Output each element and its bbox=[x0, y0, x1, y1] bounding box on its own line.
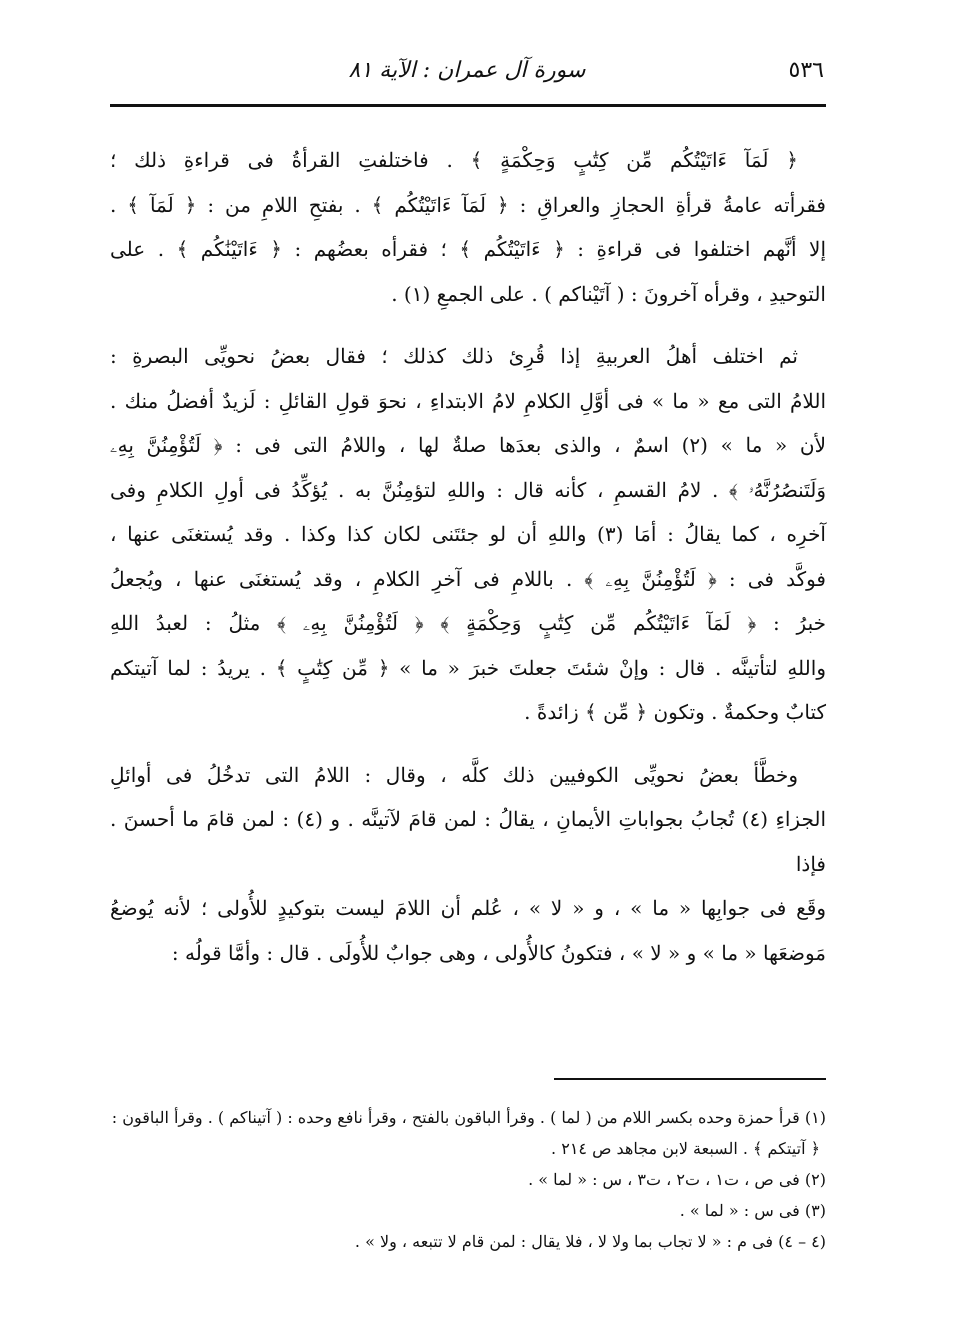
text-line: ﴿ لَمَآ ءَاتَيْتُكُم مِّن كِتَٰبٍ وَحِكْمَةٍ ﴾ . فاختلفتِ القرأةُ فى قراءةِ ذلك ؛ bbox=[110, 148, 798, 172]
text-line: آخرِه ، كما يقالُ : أمَا (٣) واللهِ أن لو جئتَنى لكان كذا وكذا . وقد يُستغنَى عنها ، bbox=[110, 522, 826, 546]
footnote: (٢) فى ص ، ت١ ، ت٢ ، ت٣ ، س : « لما » . bbox=[528, 1170, 826, 1189]
text-line: الجزاءِ (٤) تُجابُ بجواباتِ الأيمانِ ، يقالُ : لمن قامَ لآتينَّه . و (٤) : لمن قامَ ما أحسنَ . فإذا bbox=[110, 807, 826, 876]
footnote: ﴿ آتيتكم ﴾ . السبعة لابن مجاهد ص ٢١٤ . bbox=[551, 1139, 820, 1158]
footnotes bbox=[110, 1102, 826, 1257]
footnote-rule bbox=[554, 1078, 826, 1080]
text-line: إلا أنَّهم اختلفوا فى قراءةِ : ﴿ ءَاتَيْتُكُم ﴾ ؛ فقرأه بعضُهم : ﴿ ءَاتَيْنَٰكُم ﴾ . على bbox=[110, 237, 826, 261]
page-header bbox=[110, 54, 824, 90]
body-text bbox=[110, 138, 826, 993]
footnote: (٣) فى س : « لما » . bbox=[679, 1201, 826, 1220]
paragraph-1 bbox=[110, 138, 826, 316]
page-number: ٥٣٦ bbox=[788, 58, 824, 83]
running-title: سورة آل عمران : الآية ٨١ bbox=[348, 58, 586, 83]
header-rule bbox=[110, 104, 826, 107]
paragraph-3 bbox=[110, 753, 826, 976]
text-line: ثم اختلف أهلُ العربيةِ إذا قُرِئ ذلك كذلك ؛ فقال بعضُ نحويِّى البصرةِ : bbox=[110, 344, 798, 368]
text-line: مَوضعَها « ما » و « لا » ، فتكونُ كالأُولى ، وهى جوابٌ للأُولَى . قال : وأمَّا قولُه : bbox=[171, 940, 826, 965]
footnote: (١) قرأ حمزة وحده بكسر اللام من ( لما ) . وقرأ الباقون بالفتح ، وقرأ نافع وحده : ( آتيناكم ) . وقرأ الباقون : bbox=[111, 1108, 826, 1127]
text-line: وخطَّأ بعضُ نحويِّى الكوفيين ذلك كلَّه ، وقال : اللامُ التى تدخُلُ فى أوائلِ bbox=[110, 762, 798, 787]
footnote: (٤ – ٤) فى م : « لا تجاب بما ولا لا ، فلا يقال : لمن قام لا تتبعه ، ولا » . bbox=[354, 1232, 826, 1251]
text-line: فوكَّد فى : ﴿ لَتُؤْمِنُنَّ بِهِۦ ﴾ . باللامِ فى آخرِ الكلامِ ، وقد يُستغنَى عنها ، ويُجعلُ bbox=[110, 566, 826, 591]
text-line: وقَع فى جوابِها « ما » ، و « لا » ، عُلم أن اللامَ ليست بتوكيدٍ للأُولى ؛ لأنه يُوضعُ bbox=[110, 896, 826, 920]
text-line: وَلَتَنصُرُنَّهُۥ ﴾ . لامُ القسمِ ، كأنه قال : واللهِ لتؤمِنُنَّ به . يُؤكِّدُ فى أولِ الكلامِ وفى bbox=[110, 477, 826, 502]
text-line: لأن « ما » (٢) اسمٌ ، والذى بعدَها صلةٌ لها ، واللامُ التى فى : ﴿ لَتُؤْمِنُنَّ بِهِۦ bbox=[110, 433, 826, 457]
text-line: كتابٌ وحكمةٌ . وتكون ﴿ مِّن ﴾ زائدةً . bbox=[524, 700, 826, 724]
text-line: اللامُ التى مع « ما » فى أوَّلِ الكلامِ لامُ الابتداءِ ، نحوَ قولِ القائلِ : لَزيدٌ أفضلُ منك . bbox=[110, 388, 827, 413]
text-line: التوحيدِ ، وقرأه آخرونَ : ( آتَيْناكم ) . على الجمعِ (١) . bbox=[391, 281, 826, 306]
text-line: فقرأته عامةُ قرأةِ الحجازِ والعراقِ : ﴿ لَمَآ ءَاتَيْتُكُم ﴾ . بفتحِ اللامِ من : ﴿ لَمَآ ﴾ . bbox=[110, 192, 826, 217]
paragraph-2 bbox=[110, 334, 826, 735]
text-line: خبرُ : ﴿ لَمَآ ءَاتَيْتُكُم مِّن كِتَٰبٍ وَحِكْمَةٍ ﴾ ﴿ لَتُؤْمِنُنَّ بِهِۦ ﴾ مثلُ : لعبدُ اللهِ bbox=[110, 611, 826, 635]
text-line: واللهِ لتأتينَّه . قال : وإنْ شئتَ جعلتَ خبرَ « ما » ﴿ مِّن كِتَٰبٍ ﴾ . يريدُ : لما آتيتكم bbox=[110, 655, 826, 680]
